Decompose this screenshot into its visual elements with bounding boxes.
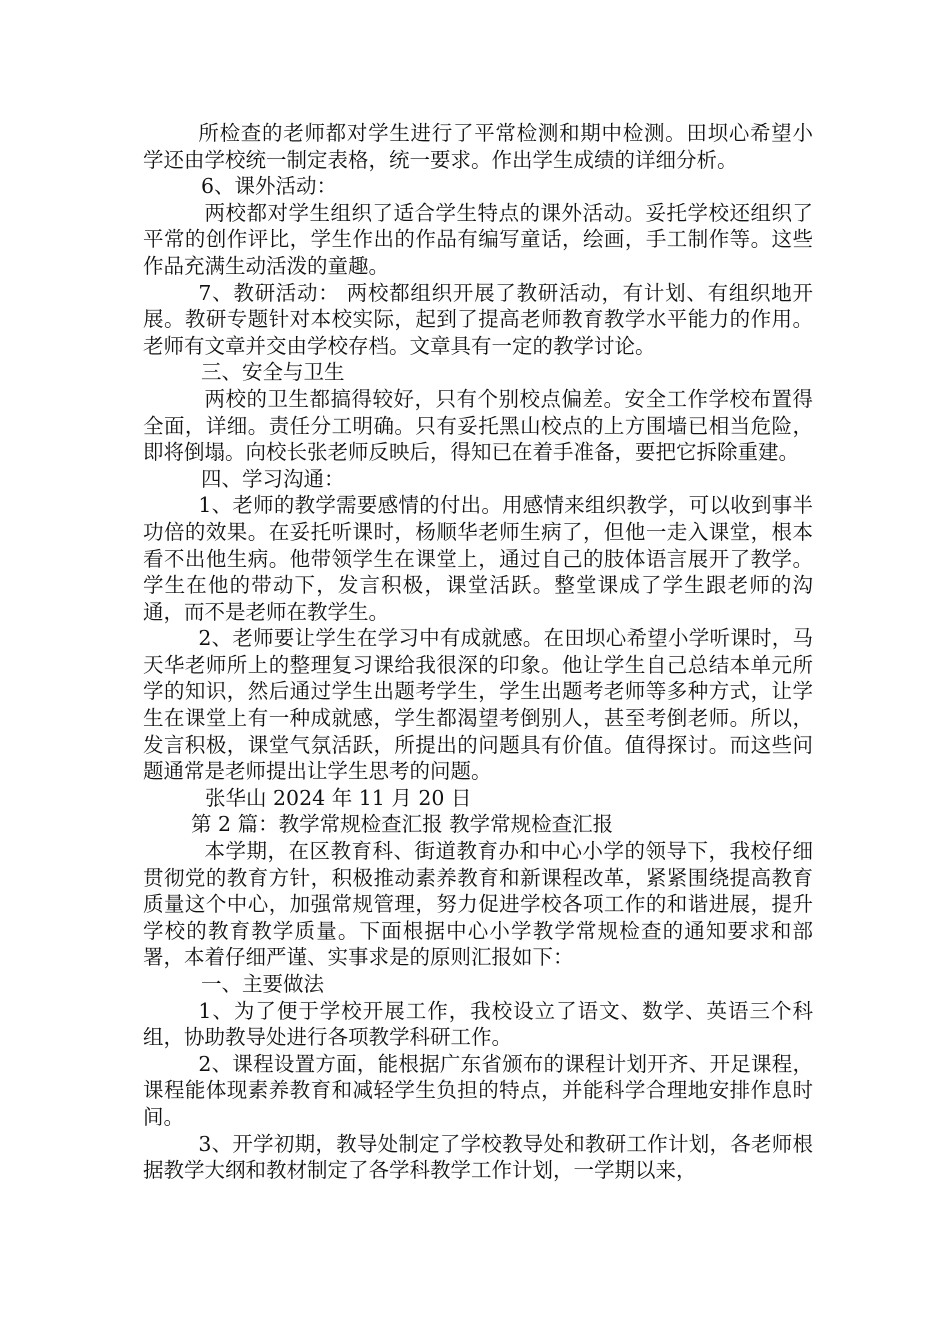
paragraph-practice-2: 2、课程设置方面，能根据广东省颁布的课程计划开齐、开足课程，课程能体现素养教育和减轻学生负担的特点，并能科学合理地安排作息时间。 — [143, 1051, 813, 1129]
paragraph-practice-1: 1、为了便于学校开展工作，我校设立了语文、数学、英语三个科组，协助教导处进行各项教学科研工作。 — [143, 998, 813, 1050]
article-2-title: 第 2 篇：教学常规检查汇报 教学常规检查汇报 — [191, 812, 614, 837]
paragraph-practice-3: 3、开学初期，教导处制定了学校教导处和教研工作计划，各老师根据教学大纲和教材制定了各学科教学工作计划，一学期以来， — [143, 1131, 813, 1183]
heading-main-practices: 一、主要做法 — [201, 972, 324, 996]
document-page — [143, 120, 813, 1184]
paragraph-exam-analysis: 所检查的老师都对学生进行了平常检测和期中检测。田坝心希望小学还由学校统一制定表格，统一要求。作出学生成绩的详细分析。 — [143, 121, 813, 172]
paragraph-exchange-2: 2、老师要让学生在学习中有成就感。在田坝心希望小学听课时，马天华老师所上的整理复习课给我很深的印象。他让学生自己总结本单元所学的知识，然后通过学生出题考学生，学生出题考老师等多种方式，让学生在课堂上有一种成就感，学生都渴望考倒别人，甚至考倒老师。所以，发言积极，课堂气氛活跃，所提出的问题具有价值。值得探讨。而这些问题通常是老师提出让学生思考的问题。 — [143, 626, 813, 784]
paragraph-extracurricular: 两校都对学生组织了适合学生特点的课外活动。妥托学校还组织了平常的创作评比，学生作出的作品有编写童话，绘画，手工制作等。这些作品充满生动活泼的童趣。 — [143, 200, 813, 278]
heading-extracurricular: 6、课外活动： — [201, 174, 338, 199]
paragraph-safety-hygiene: 两校的卫生都搞得较好，只有个别校点偏差。安全工作学校布置得全面，详细。责任分工明确。只有妥托黑山校点的上方围墙已相当危险，即将倒塌。向校长张老师反映后，得知已在着手准备，要把它拆除重建。 — [143, 386, 813, 465]
heading-learning-exchange: 四、学习沟通： — [201, 466, 345, 491]
paragraph-exchange-1: 1、老师的教学需要感情的付出。用感情来组织教学，可以收到事半功倍的效果。在妥托听课时，杨顺华老师生病了，但他一走入课堂，根本看不出他生病。他带领学生在课堂上，通过自己的肢体语言展开了教学。学生在他的带动下，发言积极，课堂活跃。整堂课成了学生跟老师的沟通，而不是老师在教学生。 — [143, 493, 813, 624]
signature-date: 张华山 2024 年 11 月 20 日 — [205, 785, 472, 810]
heading-safety-hygiene: 三、安全与卫生 — [201, 360, 345, 385]
paragraph-report-intro: 本学期，在区教育科、街道教育办和中心小学的领导下，我校仔细贯彻党的教育方针，积极推动素养教育和新课程改革，紧紧围绕提高教育质量这个中心，加强常规管理，努力促进学校各项工作的和谐进展，提升学校的教育教学质量。下面根据中心小学教学常规检查的通知要求和部署，本着仔细严谨、实事求是的原则汇报如下： — [143, 839, 813, 970]
paragraph-teaching-research: 7、教研活动： 两校都组织开展了教研活动，有计划、有组织地开展。教研专题针对本校实际，起到了提高老师教育教学水平能力的作用。老师有文章并交由学校存档。文章具有一定的教学讨论。 — [143, 280, 813, 358]
